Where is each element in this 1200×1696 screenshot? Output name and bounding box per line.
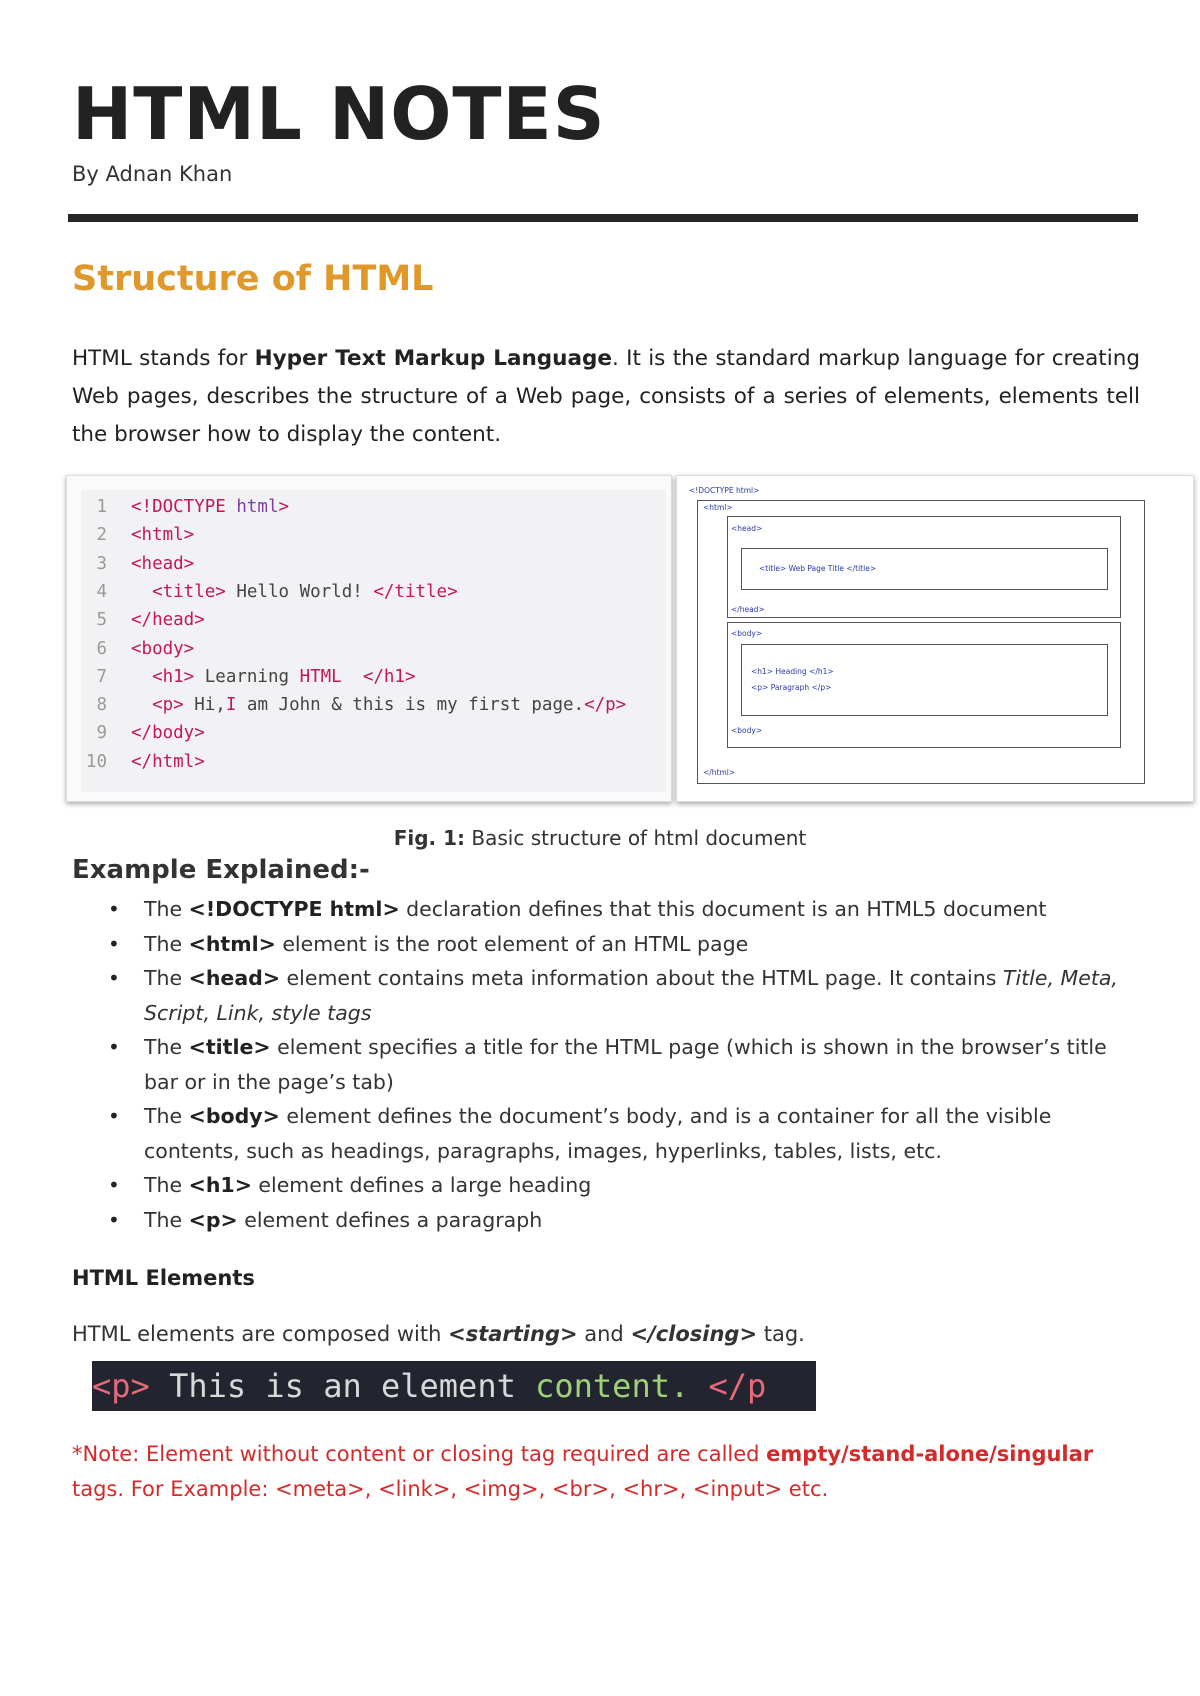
figure-caption <box>0 826 1200 850</box>
bullet-text: element defines a large heading <box>251 1173 592 1197</box>
structure-diagram <box>676 475 1194 802</box>
code-line <box>67 549 194 579</box>
bullet-text: element specifies a title for the HTML page (which is shown in the browser’s title bar or in the page’s tab) <box>144 1035 1107 1094</box>
bullet-tag: <body> <box>188 1104 280 1128</box>
code-token: HTML <box>299 666 342 687</box>
code-token: </h1> <box>362 666 416 687</box>
list-item <box>72 927 1140 962</box>
bullet-text: element is the root element of an HTML page <box>275 931 749 956</box>
code-token: <head> <box>131 553 195 574</box>
bullet-prefix: The <box>144 931 189 956</box>
bullet-tag: <!DOCTYPE html> <box>188 897 400 921</box>
intro-bold: Hyper Text Markup Language <box>254 346 612 371</box>
bullet-prefix: The <box>144 1173 189 1197</box>
section-heading: Structure of HTML <box>72 259 434 299</box>
bullet-text: declaration defines that this document is an HTML5 document <box>399 897 1047 921</box>
diagram-h1-line: <h1> Heading </h1> <box>751 667 834 676</box>
diagram-head-close: </head> <box>731 605 765 614</box>
list-item <box>72 1099 1140 1168</box>
list-item <box>72 961 1140 1030</box>
list-item <box>72 1203 1140 1238</box>
line-number: 3 <box>96 553 107 574</box>
caption-text: Basic structure of html document <box>465 826 807 850</box>
code-token: I <box>225 695 237 716</box>
code-token: html <box>236 497 279 517</box>
line-number: 9 <box>96 723 107 744</box>
line-number: 1 <box>96 497 107 517</box>
starting-tag-text: <starting> <box>448 1322 578 1346</box>
line-number: 6 <box>96 638 107 659</box>
elements-suffix: tag. <box>757 1322 805 1346</box>
code-token: </html> <box>131 751 205 772</box>
banner-open-tag: <p> <box>92 1367 150 1405</box>
bullet-prefix: The <box>144 966 189 990</box>
diagram-content-box <box>741 644 1108 716</box>
code-token: <!DOCTYPE <box>131 497 237 517</box>
diagram-html-close: </html> <box>703 768 736 777</box>
example-heading: Example Explained:- <box>72 855 370 885</box>
code-line <box>67 605 205 635</box>
code-line <box>67 747 205 777</box>
line-number: 2 <box>96 525 107 546</box>
bullet-prefix: The <box>144 1035 189 1059</box>
code-token: </p> <box>584 695 627 716</box>
code-token: <h1> <box>131 666 195 687</box>
diagram-title-line: <title> Web Page Title </title> <box>759 564 877 573</box>
code-token: am John & this is my first page. <box>236 695 585 716</box>
code-token: </head> <box>131 610 205 631</box>
bullet-prefix: The <box>144 897 189 921</box>
line-number: 10 <box>85 751 107 772</box>
bullet-emphasis: Title, Meta, Script, Link, style tags <box>144 966 1118 1025</box>
bullet-tag: <h1> <box>188 1173 252 1197</box>
code-line <box>67 690 626 720</box>
list-item <box>72 1030 1140 1099</box>
bullet-tag: <title> <box>188 1035 271 1059</box>
bullet-tag: <head> <box>188 966 281 990</box>
diagram-head-open: <head> <box>731 524 763 533</box>
code-token: <title> <box>131 581 226 602</box>
line-number: 5 <box>96 610 107 631</box>
diagram-body-close: <body> <box>731 726 763 735</box>
code-token: </title> <box>373 581 458 602</box>
note-bold: empty/stand-alone/singular <box>766 1442 1094 1466</box>
elements-prefix: HTML elements are composed with <box>72 1322 449 1346</box>
code-line <box>67 718 205 748</box>
code-line <box>67 662 416 692</box>
intro-prefix: HTML stands for <box>72 346 255 371</box>
bullet-text: element defines the document’s body, and is a container for all the visible contents, such as headings, paragraphs, images, hyperlinks, tables, lists, etc. <box>144 1104 1052 1163</box>
line-number: 7 <box>96 666 107 687</box>
bullet-text: element contains meta information about the HTML page. It contains <box>280 966 1003 990</box>
element-code-banner <box>92 1361 816 1411</box>
banner-close-tag: </p <box>689 1367 767 1405</box>
bullet-prefix: The <box>144 1104 189 1128</box>
author-byline: By Adnan Khan <box>72 162 233 186</box>
elements-heading: HTML Elements <box>72 1266 255 1290</box>
code-figure <box>66 475 672 802</box>
title-divider <box>68 214 1138 222</box>
code-token <box>342 667 363 687</box>
line-number: 4 <box>96 581 107 602</box>
code-line <box>67 577 458 607</box>
banner-content: content. <box>535 1367 690 1405</box>
diagram-p-line: <p> Paragraph </p> <box>751 683 832 692</box>
bullet-tag: <html> <box>188 931 276 956</box>
code-line <box>67 492 289 522</box>
diagram-html-open: <html> <box>703 503 733 512</box>
intro-suffix: . It is the standard markup language for creating Web pages, describes the structure of a Web page, consists of a series of elements, elements tell the browser how to display the content. <box>72 346 1140 447</box>
list-item <box>72 892 1140 927</box>
code-token: Hi, <box>183 695 226 716</box>
code-token: Learning <box>194 666 300 687</box>
code-token: <html> <box>131 525 195 546</box>
elements-paragraph <box>72 1322 805 1346</box>
diagram-body-open: <body> <box>731 629 763 638</box>
page-title: HTML NOTES <box>72 72 606 156</box>
bullet-tag: <p> <box>188 1207 238 1232</box>
bullet-text: element defines a paragraph <box>237 1207 543 1232</box>
code-token: <body> <box>131 638 195 659</box>
banner-text: This is an element <box>149 1367 536 1405</box>
closing-tag-text: </closing> <box>630 1322 758 1346</box>
bullet-prefix: The <box>144 1207 189 1232</box>
note-paragraph <box>72 1437 1140 1507</box>
code-token: > <box>278 497 290 517</box>
intro-paragraph <box>72 340 1140 454</box>
caption-label: Fig. 1: <box>393 826 466 850</box>
note-prefix: *Note: Element without content or closing tag required are called <box>72 1442 767 1466</box>
code-token: <p> <box>131 695 184 716</box>
code-token: </body> <box>131 723 205 744</box>
elements-mid: and <box>577 1322 631 1346</box>
code-line <box>67 520 194 550</box>
list-item <box>72 1168 1140 1203</box>
code-token: Hello World! <box>225 581 374 602</box>
code-line <box>67 634 194 664</box>
line-number: 8 <box>96 695 107 716</box>
note-suffix: tags. For Example: <meta>, <link>, <img>, <br>, <hr>, <input> etc. <box>72 1477 829 1501</box>
diagram-doctype: <!DOCTYPE html> <box>689 486 760 495</box>
explained-list <box>72 892 1140 1237</box>
